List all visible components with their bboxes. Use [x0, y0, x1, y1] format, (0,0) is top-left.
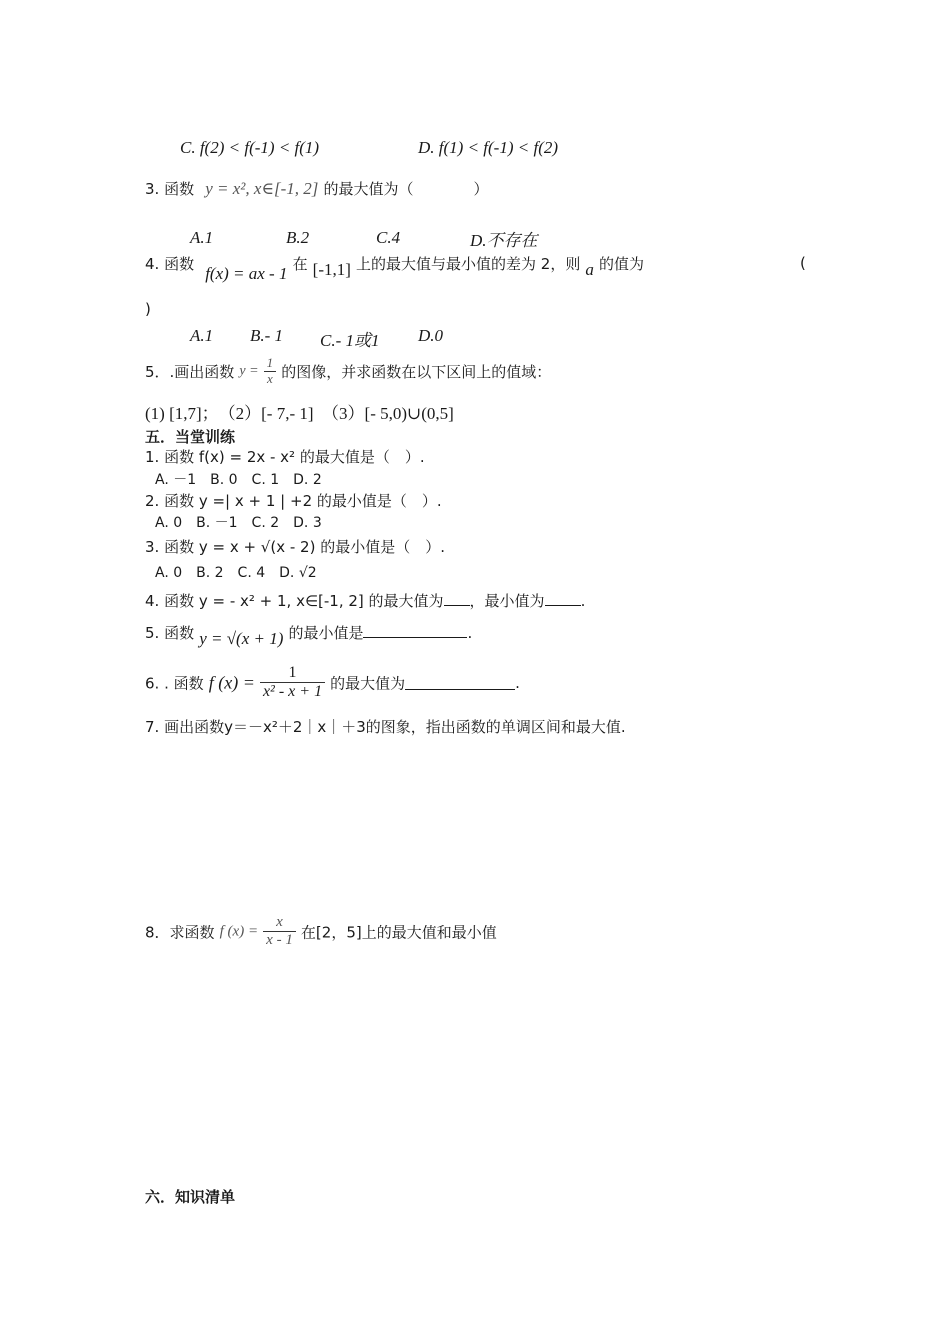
q4-mid2: 上的最大值与最小值的差为 2，则 — [356, 255, 581, 273]
s5-q5-formula: y = √(x + 1) — [199, 629, 284, 648]
q5-prefix: 5．.画出函数 — [145, 362, 235, 381]
q2-option-d: D. f(1) < f(-1) < f(2) — [418, 138, 559, 157]
q4-option-d: D.0 — [418, 326, 444, 345]
q5-fraction-den: x — [267, 370, 273, 386]
s5-question-4 — [145, 590, 585, 611]
q4-var: a — [585, 260, 594, 279]
q3-option-c: C.4 — [376, 228, 401, 247]
s5-q6-blank — [405, 675, 515, 690]
section-5-title: 五．当堂训练 — [145, 428, 236, 446]
s5-q6-prefix: 6. . 函数 — [145, 674, 204, 693]
q4-prefix: 4. 函数 — [145, 255, 195, 273]
s5-q4-prefix: 4. 函数 y = - x² + 1, x∈[-1, 2] 的最大值为 — [145, 592, 444, 610]
q4-option-c: C.- 1或1 — [320, 331, 380, 350]
s5-q5-suffix: 的最小值是 — [288, 624, 364, 642]
q3-option-a: A.1 — [190, 228, 214, 247]
s5-q8-suffix: 在[2，5]上的最大值和最小值 — [300, 923, 497, 942]
s5-q4-end: . — [580, 592, 586, 610]
q5-fraction — [264, 356, 277, 387]
s5-question-1: 1. 函数 f(x) = 2x - x² 的最大值是（ ）. — [145, 448, 425, 466]
s5-q6-fraction — [260, 664, 325, 702]
q3-formula: y = x², x∈[-1, 2] — [205, 179, 319, 198]
s5-q6-den: x² - x + 1 — [262, 683, 323, 701]
s5-q2-options: A. 0 B. －1 C. 2 D. 3 — [155, 515, 322, 531]
s5-question-6 — [145, 664, 520, 702]
s5-q8-lhs: f (x) = — [219, 923, 259, 940]
s5-question-3: 3. 函数 y = x + √(x - 2) 的最小值是（ ）. — [145, 538, 445, 556]
s5-q8-den: x - 1 — [266, 932, 293, 949]
q3-suffix: 的最大值为（ ） — [323, 180, 489, 198]
question-3 — [145, 178, 488, 199]
s5-q5-end: . — [467, 624, 473, 642]
q3-option-b: B.2 — [286, 228, 310, 247]
q2-option-c: C. f(2) < f(-1) < f(1) — [180, 138, 320, 157]
s5-q6-lhs: f (x) = — [208, 672, 255, 693]
q4-suffix: 的值为 — [599, 255, 645, 273]
s5-q4-blank-min — [545, 591, 581, 606]
q4-formula: f(x) = ax - 1 — [205, 264, 288, 283]
s5-question-7: 7. 画出函数y＝－x²＋2｜x｜＋3的图象，指出函数的单调区间和最大值. — [145, 718, 626, 736]
s5-q5-blank — [363, 623, 467, 638]
s5-q8-num: x — [263, 914, 296, 932]
q4-mid1: 在 — [292, 255, 308, 273]
s5-q8-fraction — [263, 914, 296, 950]
s5-q6-end: . — [515, 673, 520, 692]
q3-option-d: D.不存在 — [470, 231, 538, 250]
q4-option-b: B.- 1 — [250, 326, 284, 345]
s5-q8-prefix: 8．求函数 — [145, 923, 215, 942]
s5-q4-blank-max — [444, 591, 470, 606]
s5-q3-options: A. 0 B. 2 C. 4 D. √2 — [155, 565, 317, 581]
q5-suffix: 的图像，并求函数在以下区间上的值域： — [281, 362, 552, 381]
s5-question-8 — [145, 914, 497, 950]
q4-paren-close: ) — [145, 300, 151, 318]
question-4 — [145, 253, 645, 283]
s5-q6-suffix: 的最大值为 — [330, 674, 406, 693]
s5-q5-prefix: 5. 函数 — [145, 624, 195, 642]
q4-paren-open: ( — [800, 254, 806, 272]
q4-option-a: A.1 — [190, 326, 214, 345]
s5-q1-options: A. －1 B. 0 C. 1 D. 2 — [155, 472, 322, 488]
q5-fraction-num: 1 — [264, 356, 277, 372]
section-6-title: 六．知识清单 — [145, 1188, 236, 1206]
q4-interval: [-1,1] — [312, 260, 351, 279]
s5-question-5 — [145, 622, 473, 648]
s5-question-2: 2. 函数 y =| x + 1 | +2 的最小值是（ ）. — [145, 492, 442, 510]
q5-parts: (1) [1,7]； （2）[- 7,- 1] （3）[- 5,0)∪(0,5] — [145, 404, 454, 423]
s5-q6-num: 1 — [260, 664, 325, 683]
question-5 — [145, 356, 551, 387]
q3-prefix: 3. 函数 — [145, 180, 195, 198]
s5-q4-mid: ，最小值为 — [469, 592, 545, 610]
q5-formula-lhs: y = — [239, 363, 259, 379]
